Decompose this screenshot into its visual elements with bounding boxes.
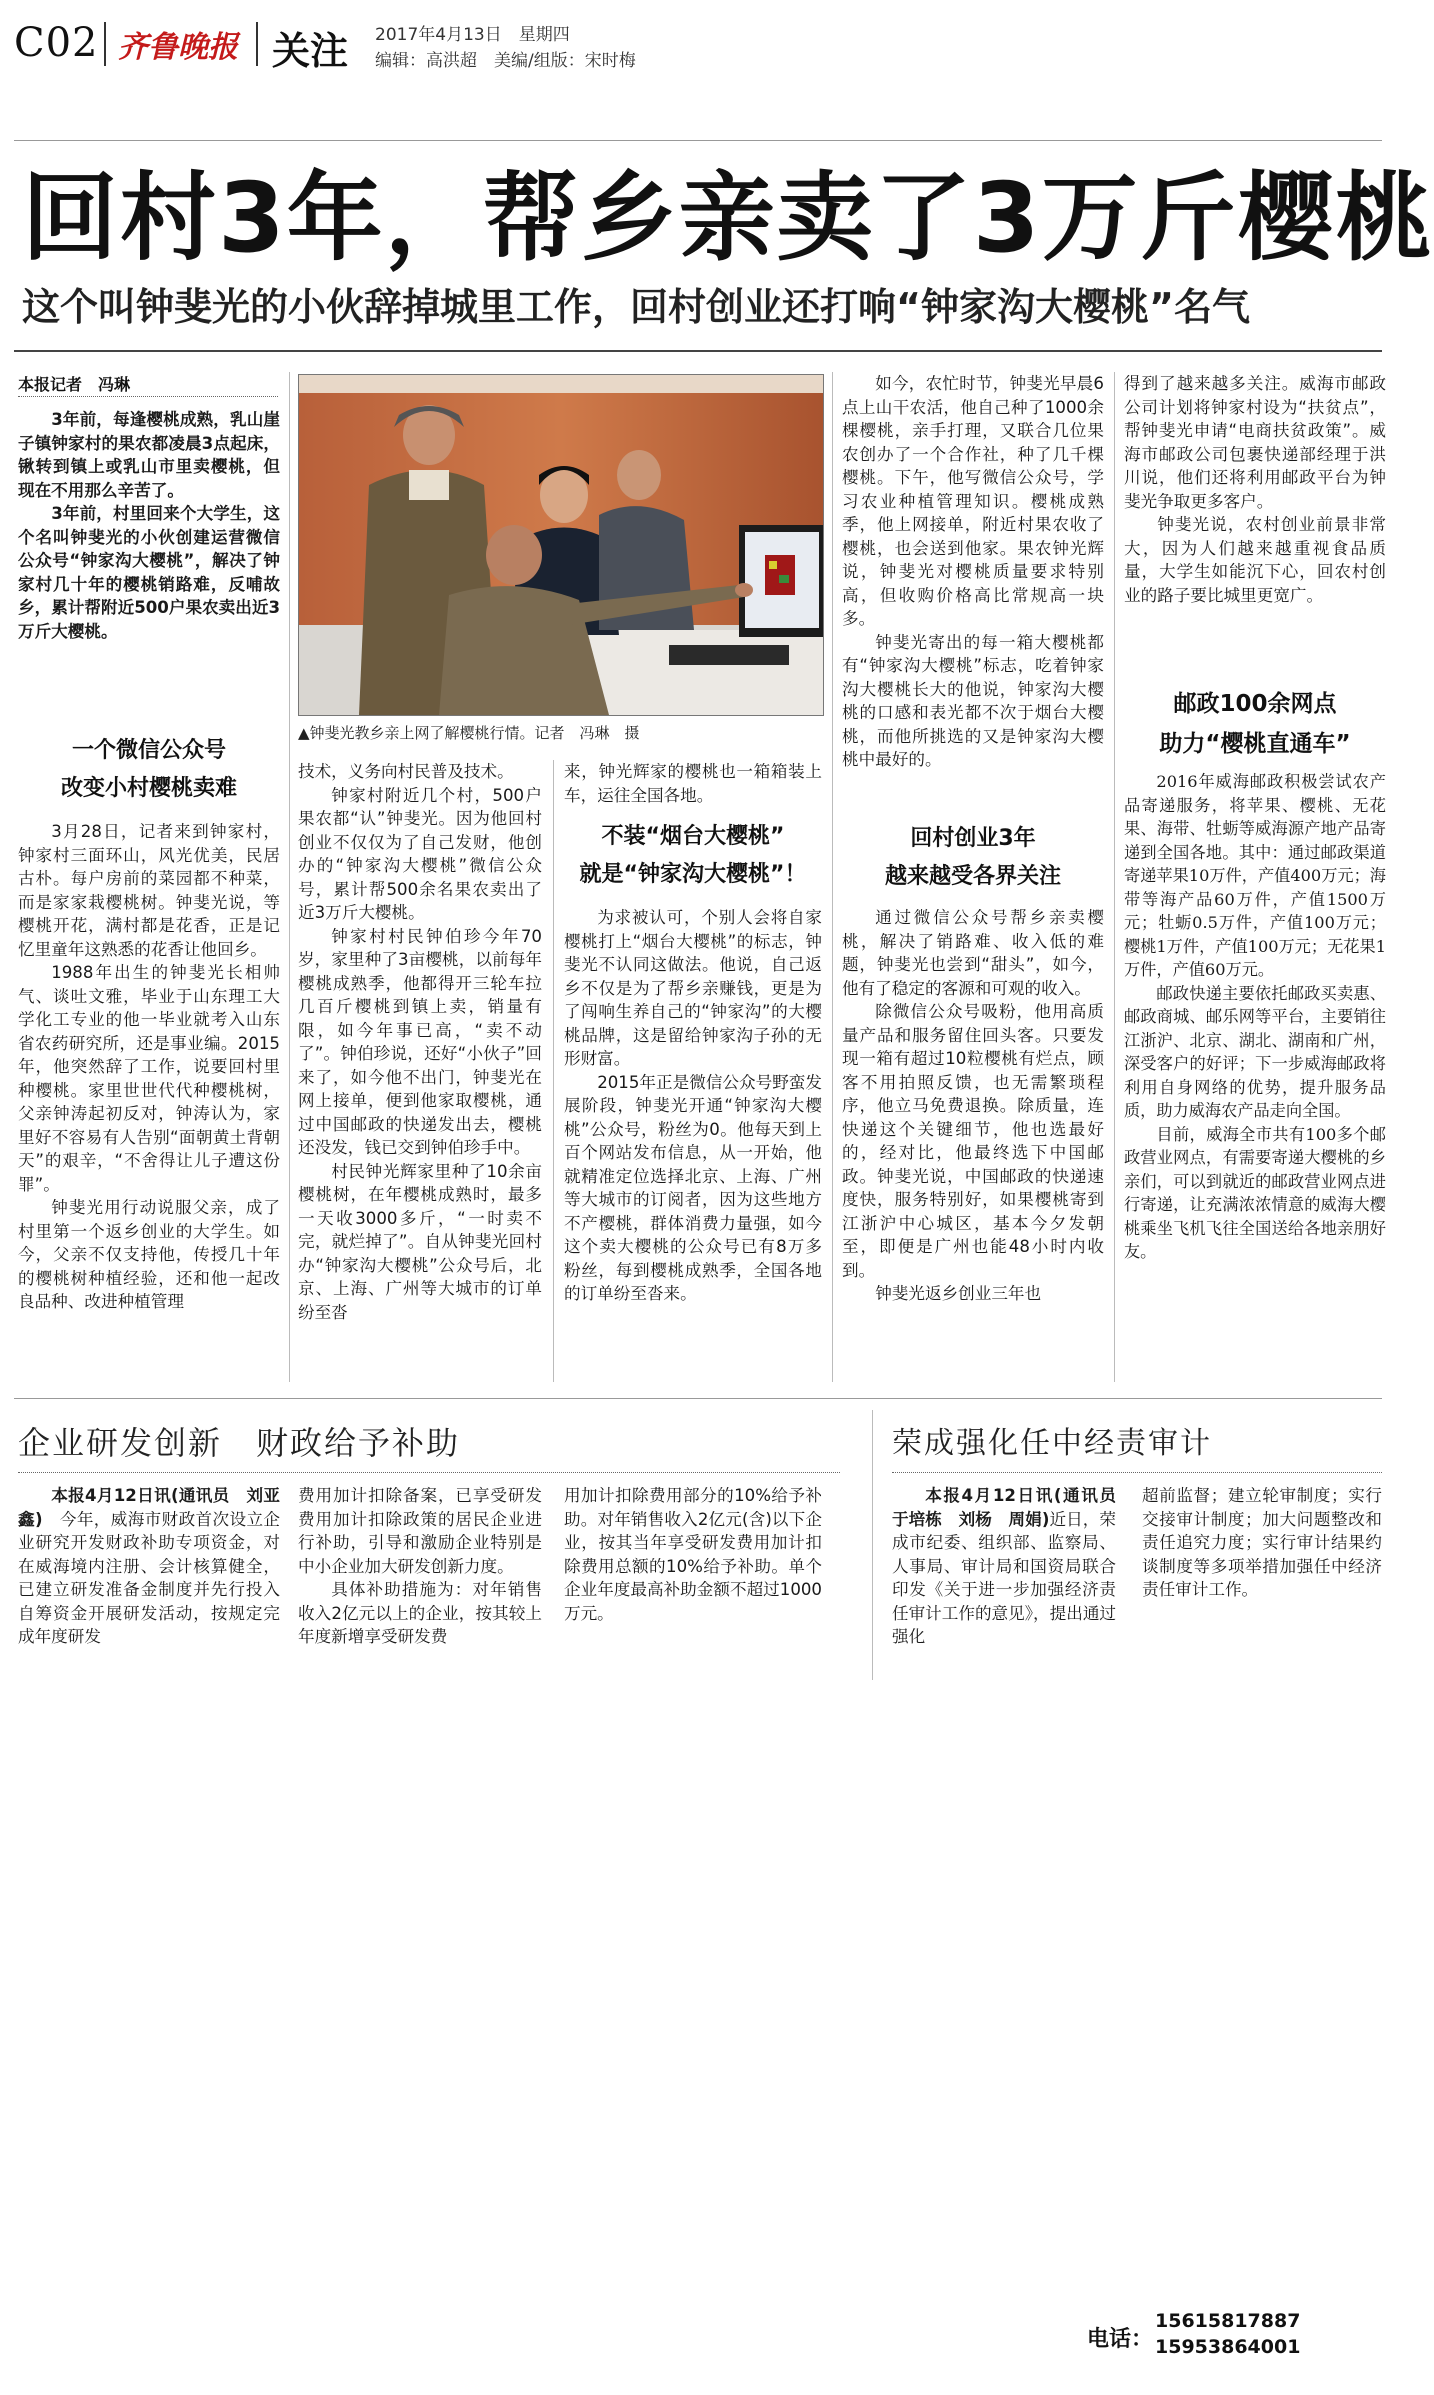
- bottom-right-headline: 荣成强化任中经责审计: [892, 1426, 1212, 1461]
- paragraph: 2016年威海邮政积极尝试农产品寄递服务，将苹果、樱桃、无花果、海带、牡蛎等威海源产地产品寄递到全国各地。其中：通过邮政渠道寄递苹果10万件，产值400万元；海带等海产品60万件，产值1500万元；牡蛎0.5万件，产值100万元；樱桃1万件，产值100万元；无花果1万件，产值60万元。: [1124, 772, 1386, 979]
- bottom-right-column-1: [892, 1484, 1133, 1674]
- paragraph: 本报4月12日讯(通讯员 于培栋 刘杨 周娟)近日，荣成市纪委、组织部、监察局、人事局、审计局和国资局联合印发《关于进一步加强经济责任审计工作的意见》，提出通过强化: [892, 1486, 1133, 1646]
- headline-rule: [892, 1472, 1382, 1473]
- paragraph: 费用加计扣除备案，已享受研发费用加计扣除政策的居民企业进行补助，引导和激励企业特别是中小企业加大研发创新力度。: [298, 1486, 542, 1576]
- paragraph: 来，钟光辉家的樱桃也一箱箱装上车，运往全国各地。: [564, 762, 822, 805]
- bottom-left-column-3: [564, 1484, 822, 1674]
- paragraph: 得到了越来越多关注。威海市邮政公司计划将钟家村设为“扶贫点”，帮钟斐光申请“电商扶贫政策”。威海市邮政公司包裹快递部经理于洪川说，他们还将利用邮政平台为钟斐光争取更多客户。: [1124, 374, 1386, 511]
- paragraph: 如今，农忙时节，钟斐光早晨6点上山干农活，他自己种了1000余棵樱桃，亲手打理，又联合几位果农创办了一个合作社，种了几千棵樱桃。下午，他写微信公众号，学习农业种植管理知识。樱桃成熟季，他上网接单，附近村果农收了樱桃，也会送到他家。果农钟光辉说，钟斐光对樱桃质量要求特别高，但收购价格高比常规高一块多。: [842, 374, 1104, 628]
- header-divider: [104, 22, 106, 66]
- phone-label: 电话：: [1087, 2327, 1154, 2352]
- paragraph: 钟斐光返乡创业三年也: [875, 1284, 1042, 1303]
- paragraph: 钟家村附近几个村，500户果农都“认”钟斐光。因为他回村创业不仅仅为了自己发财，他创办的“钟家沟大樱桃”微信公众号，累计帮500余名果农卖出了近3万斤大樱桃。: [298, 785, 542, 922]
- paragraph: 用加计扣除费用部分的10%给予补助。对年销售收入2亿元(含)以下企业，按其当年享受研发费用加计扣除费用总额的10%给予补助。单个企业年度最高补助金额不超过1000万元。: [564, 1486, 822, 1623]
- lead-paragraph: 3年前，村里回来个大学生，这个名叫钟斐光的小伙创建运营微信公众号“钟家沟大樱桃”，解决了钟家村几十年的樱桃销路难，反哺故乡，累计帮附近500户果农卖出近3万斤大樱桃。: [18, 504, 280, 641]
- paragraph: 邮政快递主要依托邮政买卖惠、邮政商城、邮乐网等平台，主要销往江浙沪、北京、湖北、湖南和广州，深受客户的好评；下一步威海邮政将利用自身网络的优势，提升服务品质，助力威海农产品走向全国。: [1124, 983, 1386, 1120]
- bottom-left-headline: 企业研发创新 财政给予补助: [18, 1424, 461, 1462]
- paragraph: 本报4月12日讯(通讯员 刘亚鑫) 今年，威海市财政首次设立企业研究开发财政补助专项资金，对在威海境内注册、会计核算健全，已建立研发准备金制度并先行投入自筹资金开展研发活动，按规定完成年度研发: [18, 1486, 280, 1646]
- lead-paragraph: 3年前，每逢樱桃成熟，乳山崖子镇钟家村的果农都凌晨3点起床，锹转到镇上或乳山市里卖樱桃，但现在不用那么辛苦了。: [18, 410, 280, 500]
- section-name: 关注: [272, 29, 349, 73]
- main-headline: 回村3年，帮乡亲卖了3万斤樱桃: [22, 162, 1434, 274]
- paragraph: 钟斐光说，农村创业前景非常大，因为人们越来越重视食品质量，大学生如能沉下心，回农村创业的路子要比城里更宽广。: [1124, 515, 1386, 605]
- issue-date: 2017年4月13日 星期四: [375, 25, 570, 45]
- editors-line: 编辑：高洪超 美编/组版：宋时梅: [375, 51, 636, 71]
- paragraph: 村民钟光辉家里种了10余亩樱桃树，在年樱桃成熟时，最多一天收3000多斤，“一时卖不完，就烂掉了”。自从钟斐光回村办“钟家沟大樱桃”公众号后，北京、上海、广州等大城市的订单纷至沓: [298, 1161, 542, 1322]
- article-column-3a: [564, 760, 822, 810]
- paragraph: 超前监督；建立轮审制度；实行交接审计制度；加大问题整改和责任追究力度；实行审计结果约谈制度等多项举措加强任中经济责任审计工作。: [1142, 1486, 1382, 1599]
- paragraph: 钟家村村民钟伯珍今年70岁，家里种了3亩樱桃，以前每年樱桃成熟季，他都得开三轮车拉几百斤樱桃到镇上卖，销量有限，如今年事已高，“卖不动了”。钟伯珍说，还好“小伙子”回来了，如今他不出门，钟斐光在网上接单，便到他家取樱桃，通过中国邮政的快递发出去，樱桃还没发，钱已交到钟伯珍手中。: [298, 926, 542, 1157]
- byline: 本报记者 冯琳: [18, 375, 131, 394]
- paragraph: 1988年出生的钟斐光长相帅气、谈吐文雅，毕业于山东理工大学化工专业的他一毕业就考入山东省农药研究所，还是事业编。2015年，他突然辞了工作，说要回村里种樱桃。家里世世代代种樱桃树，父亲钟涛起初反对，钟涛认为，家里好不容易有人告别“面朝黄土背朝天”的艰辛，“不舍得让儿子遭这份罪”。: [18, 963, 280, 1194]
- bottom-left-column-2: [298, 1484, 542, 1674]
- column-divider: [1114, 372, 1115, 1382]
- article-column-4a: [842, 372, 1104, 810]
- headline-rule: [14, 350, 1382, 352]
- paragraph: 除微信公众号吸粉，他用高质量产品和服务留住回头客。只要发现一箱有超过10粒樱桃有烂点，顾客不用拍照反馈，也无需繁琐程序，他立马免费退换。除质量，连快递这个关键细节，他也选最好的，经对比，他最终选下中国邮政。钟斐光说，中国邮政的快递速度快，服务特别好，如果樱桃寄到江浙沪中心城区，基本今夕发朝至，即便是广州也能48小时内收到。: [842, 1002, 1104, 1280]
- article-column-3b: [564, 906, 822, 1380]
- article-lead: [18, 408, 280, 718]
- column-divider: [553, 760, 554, 1382]
- article-column-2: [298, 760, 542, 1380]
- subtitle-brand: 不装“烟台大樱桃” 就是“钟家沟大樱桃”！: [579, 824, 807, 887]
- paragraph: 为求被认可，个别人会将自家樱桃打上“烟台大樱桃”的标志，钟斐光不认同这做法。他说，自己返乡不仅是为了帮乡亲赚钱，更是为了闯响生养自己的“钟家沟”的大樱桃品牌，这是留给钟家沟子孙的无形财富。: [564, 908, 822, 1068]
- dateline: 本报4月12日讯(通讯员 刘亚鑫): [18, 1486, 280, 1529]
- paragraph: 技术，义务向村民普及技术。: [298, 762, 514, 781]
- article-column-5a: [1124, 372, 1386, 670]
- bottom-right-column-2: [1142, 1484, 1382, 1674]
- dateline: 本报4月12日讯(通讯员 于培栋 刘杨 周娟): [892, 1486, 1133, 1529]
- contact-block: [1087, 2300, 1307, 2370]
- paragraph: 钟斐光寄出的每一箱大樱桃都有“钟家沟大樱桃”标志，吃着钟家沟大樱桃长大的他说，钟家沟大樱桃的口感和表光都不次于烟台大樱桃，而他所挑选的又是钟家沟大樱桃中最好的。: [842, 632, 1104, 769]
- byline-rule: [18, 396, 278, 397]
- phone-number: 15953864001: [1155, 2336, 1301, 2358]
- section-rule: [14, 1398, 1382, 1399]
- photo-caption: ▲钟斐光教乡亲上网了解樱桃行情。记者 冯琳 摄: [298, 724, 640, 742]
- paragraph: 具体补助措施为：对年销售收入2亿元以上的企业，按其较上年度新增享受研发费: [298, 1580, 542, 1646]
- paragraph: 2015年正是微信公众号野蛮发展阶段，钟斐光开通“钟家沟大樱桃”公众号，粉丝为0。他每天到上百个网站发布信息，从一开始，他就精准定位选择北京、上海、广州等大城市的订阅者，因为这些地方不产樱桃，群体消费力量强，如今这个卖大樱桃的公众号已有8万多粉丝，每到樱桃成熟季，全国各地的订单纷至沓来。: [564, 1072, 822, 1303]
- news-photo: [298, 374, 824, 716]
- header-divider: [256, 22, 258, 66]
- newspaper-logo: 齐鲁晚报: [118, 30, 238, 65]
- column-divider: [832, 372, 833, 1382]
- header-rule: [14, 140, 1382, 141]
- sidebar-title: 邮政100余网点 助力“樱桃直通车”: [1159, 691, 1351, 757]
- column-divider: [289, 372, 290, 1382]
- article-column-1: [18, 820, 280, 1380]
- bottom-left-column-1: [18, 1484, 280, 1674]
- subtitle-wechat: 一个微信公众号 改变小村樱桃卖难: [60, 738, 237, 801]
- paragraph: 3月28日，记者来到钟家村，钟家村三面环山，风光优美，民居古朴。每户房前的菜园都不种菜，而是家家栽樱桃树。钟斐光说，等樱桃开花，满村都是花香，正是记忆里童年这熟悉的花香让他回乡。: [18, 822, 280, 959]
- phone-number: 15615817887: [1155, 2310, 1301, 2332]
- headline-rule: [18, 1472, 840, 1473]
- main-subhead: 这个叫钟斐光的小伙辞掉城里工作，回村创业还打响“钟家沟大樱桃”名气: [22, 285, 1250, 329]
- subtitle-attention: 回村创业3年 越来越受各界关注: [884, 826, 1061, 889]
- paragraph: 通过微信公众号帮乡亲卖樱桃，解决了销路难、收入低的难题，钟斐光也尝到“甜头”，如今，他有了稳定的客源和可观的收入。: [842, 908, 1104, 998]
- paragraph: 钟斐光用行动说服父亲，成了村里第一个返乡创业的大学生。如今，父亲不仅支持他，传授几十年的樱桃树种植经验，还和他一起改良品种、改进种植管理: [18, 1198, 280, 1311]
- article-column-4b: [842, 906, 1104, 1382]
- column-divider: [872, 1410, 873, 1680]
- page-header: [0, 0, 1395, 140]
- page-number: C02: [14, 20, 99, 66]
- sidebar-body: [1124, 770, 1386, 1382]
- paragraph: 目前，威海全市共有100多个邮政营业网点，有需要寄递大樱桃的乡亲们，可以到就近的邮政营业网点进行寄递，让充满浓浓情意的威海大樱桃乘坐飞机飞往全国送给各地亲朋好友。: [1124, 1124, 1386, 1261]
